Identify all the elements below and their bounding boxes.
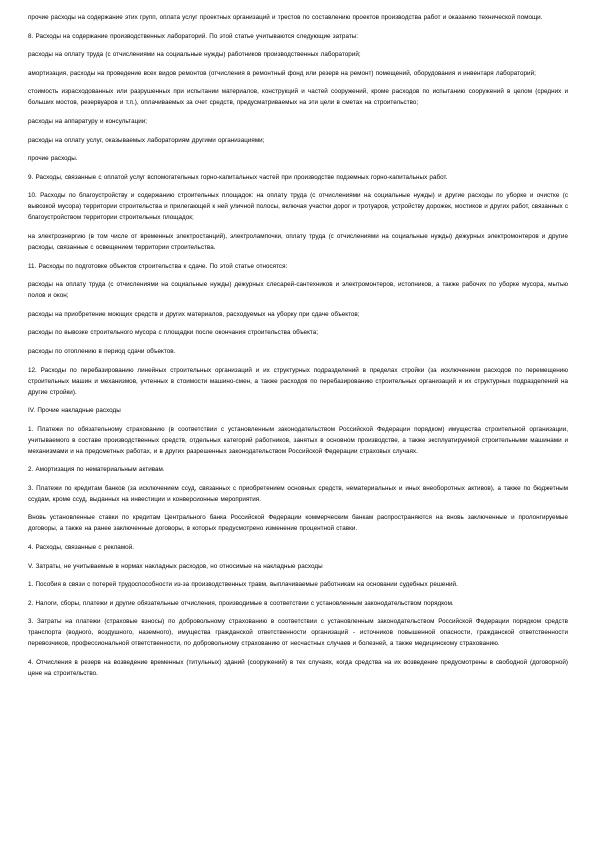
section-item-heading: 8. Расходы на содержание производственных лабораторий. По этой статье учитываются следующие затраты: xyxy=(28,32,359,40)
section-item-heading: 11. Расходы по подготовке объектов строительства к сдаче. По этой статье относятся: xyxy=(28,262,288,270)
section-item-heading: 2. Налоги, сборы, платежи и другие обязательные отчисления, производимые в соответствии с установленным законодательством порядком. xyxy=(28,599,454,607)
section-item-heading: 10. Расходы по благоустройству и содержанию строительных площадок: на оплату труда (с отчислениями на социальные нужды) и другие расходы по уборке и очистке (с вывозкой мусора) территории строительства и прилегающей к ней уличной полосы, включая участки дорог и тротуаров, устройству дорожек, мостиков и других работ, связанных с благоустройством территории строительных площадок; xyxy=(28,192,568,222)
section-heading: V. Затраты, не учитываемые в нормах накладных расходов, но относимые на накладные расходы xyxy=(28,562,323,570)
section-item-heading: 3. Платежи по кредитам банков (за исключением ссуд, связанных с приобретением основных средств, нематериальных и иных внеоборотных активов), а также по бюджетным ссудам, кроме ссуд, выданных на инвестиции и конверсионные мероприятия. xyxy=(28,484,568,503)
paragraph: стоимость израсходованных или разрушенных при испытании материалов, конструкций и частей сооружений, кроме расходов по испытанию сооружений в целом (средних и больших мостов, резервуаров и т.п.), оплачиваемых за счет средств, предусматриваемых на эти цели в сметах на строительство; xyxy=(28,88,568,107)
paragraph: расходы по отоплению в период сдачи объектов. xyxy=(28,347,176,355)
section-item-heading: 12. Расходы по перебазированию линейных строительных организаций и их структурных подразделений в пределах стройки (за исключением расходов по перемещению строительных машин и механизмов, учтенных в стоимости машино-смен, а также расходов по перебазированию строительных организаций и их структурных подразделений на другие стройки). xyxy=(28,366,568,396)
paragraph: расходы на оплату труда (с отчислениями на социальные нужды) работников производственных лабораторий; xyxy=(28,51,361,59)
paragraph: на электроэнергию (в том числе от временных электростанций), электролампочки, оплату труда (с отчислениями на социальные нужды) дежурных электромонтеров и другие расходы, связанные с освещением территории строительства. xyxy=(28,232,568,251)
paragraph: расходы на оплату труда (с отчислениями на социальные нужды) дежурных слесарей-сантехников и электромонтеров, истопников, а также рабочих по уборке мусора, мытью полов и окон; xyxy=(28,281,568,300)
document-page xyxy=(28,12,568,687)
section-item-heading: 3. Затраты на платежи (страховые взносы) по добровольному страхованию в соответствии с установленным законодательством Российской Федерации порядком средств транспорта (водного, воздушного, наземного), имущества гражданской ответственности организаций - источников повышенной опасности, гражданской ответственности перевозчиков, профессиональной ответственности, по добровольному страхованию от несчастных случаев и болезней, а также медицинскому страхованию. xyxy=(28,618,568,648)
section-item-heading: 1. Пособия в связи с потерей трудоспособности из-за производственных травм, выплачиваемые работникам на основании судебных решений. xyxy=(28,581,458,589)
paragraph: расходы на приобретение моющих средств и других материалов, расходуемых на уборку при сдаче объектов; xyxy=(28,310,360,318)
paragraph: расходы по вывозке строительного мусора с площадки после окончания строительства объекта; xyxy=(28,329,319,337)
section-item-heading: 9. Расходы, связанные с оплатой услуг вспомогательных горно-капитальных частей при производстве подземных горно-капитальных работ. xyxy=(28,173,448,181)
section-heading: IV. Прочие накладные расходы xyxy=(28,407,121,415)
paragraph: Вновь установленные ставки по кредитам Центрального банка Российской Федерации коммерческим банкам распространяются на вновь заключенные и пролонгируемые договоры, а также на ранее заключенные договоры, в которых предусмотрено изменение процентной ставки. xyxy=(28,514,568,533)
section-item-heading: 1. Платежи по обязательному страхованию (в соответствии с установленным законодательством Российской Федерации порядком) имущества строительной организации, учитываемого в составе производственных средств, отдельных категорий работников, занятых в основном производстве, а также эксплуатируемой строительными машинами и механизмами и на предсметных работах, и в других разрешенных законодательством Российской Федерации страховых случаях. xyxy=(28,425,568,455)
section-item-heading: 4. Расходы, связанные с рекламой. xyxy=(28,544,134,552)
paragraph: расходы на аппаратуру и консультации; xyxy=(28,117,148,125)
paragraph: прочие расходы. xyxy=(28,155,78,163)
paragraph: расходы на оплату услуг, оказываемых лабораториям другими организациями; xyxy=(28,136,265,144)
section-item-heading: 2. Амортизация по нематериальным активам. xyxy=(28,466,165,474)
paragraph: прочие расходы на содержание этих групп, оплата услуг проектных организаций и трестов по составлению проектов производства работ и оказанию технической помощи. xyxy=(28,14,543,21)
section-item-heading: 4. Отчисления в резерв на возведение временных (титульных) зданий (сооружений) в тех случаях, когда средства на их возведение предусмотрены в свободной (договорной) цене на строительство. xyxy=(28,659,568,678)
paragraph: амортизация, расходы на проведение всех видов ремонтов (отчисления в ремонтный фонд или резерв на ремонт) помещений, оборудования и инвентаря лабораторий; xyxy=(28,69,536,77)
